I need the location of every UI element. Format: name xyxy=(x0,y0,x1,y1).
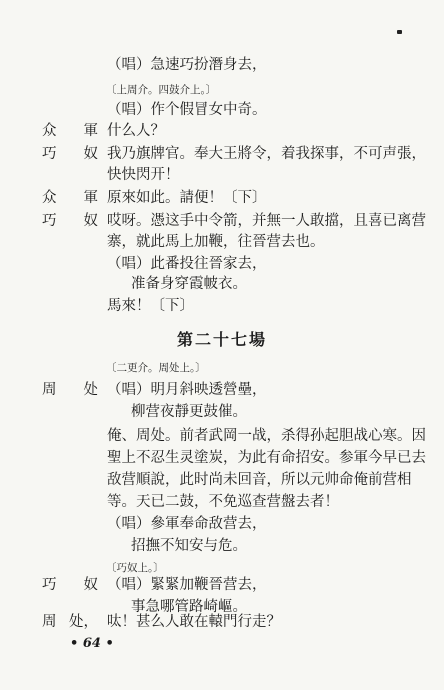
singing-line: （唱）參軍奉命敌营去， xyxy=(107,516,267,532)
singing-line: （唱）緊緊加鞭晉营去， xyxy=(107,577,267,593)
speaker-label: 周 处 xyxy=(42,382,98,398)
stage-direction: 〔巧奴上。〕 xyxy=(106,562,164,574)
dialogue-line: 快快閃开！ xyxy=(107,167,180,183)
dialogue-line: 等。天已二鼓，不免巡查营盤去者！ xyxy=(107,494,339,510)
stage-direction: 〔上周介。四鼓介上。〕 xyxy=(106,84,217,96)
dialogue-line: 敌营順說，此时尚未回音，所以元帅命俺前营相 xyxy=(107,472,412,488)
singing-line: 准备身穿霞帔衣。 xyxy=(131,276,247,292)
speaker-label: 周 处， xyxy=(42,614,98,630)
singing-line: （唱）明月斜映透營壘， xyxy=(107,382,267,398)
singing-line: 招撫不知安与危。 xyxy=(131,538,247,554)
ink-mark xyxy=(397,30,402,34)
dialogue-line: 聖上不忍生灵塗炭，为此有命招安。参軍今早已去 xyxy=(107,450,426,466)
dialogue-line: 哎呀。憑这手中令箭，并無一人敢擋，且喜已离营 xyxy=(107,213,426,229)
singing-line: （唱）作个假冒女中奇。 xyxy=(107,102,267,118)
dialogue-line: 俺、周处。前者武岡一战，杀得孙起胆战心寒。因 xyxy=(107,428,426,444)
speaker-label: 巧 奴 xyxy=(42,146,98,162)
dialogue-line: 原來如此。請便！〔下〕 xyxy=(107,190,267,206)
singing-line: （唱）此番投往晉家去， xyxy=(107,256,267,272)
dialogue-line: 馬來！〔下〕 xyxy=(107,298,194,314)
speaker-label: 巧 奴 xyxy=(42,213,98,229)
dialogue-line: 我乃旗牌官。奉大王將令，着我探事，不可声張， xyxy=(107,146,426,162)
dialogue-line: 呔！甚么人敢在轅門行走？ xyxy=(107,614,281,630)
singing-line: 柳营夜靜更鼓催。 xyxy=(131,404,247,420)
dialogue-line: 寨，就此馬上加鞭，往晉营去也。 xyxy=(107,234,325,250)
stage-direction: 〔二更介。周处上。〕 xyxy=(106,362,206,374)
speaker-label: 众 軍 xyxy=(42,123,98,139)
speaker-label: 众 軍 xyxy=(42,190,98,206)
dialogue-line: 什么人？ xyxy=(107,123,165,139)
scene-heading: 第二十七場 xyxy=(176,330,267,349)
speaker-label: 巧 奴 xyxy=(42,577,98,593)
singing-line: （唱）急速巧扮潛身去， xyxy=(107,57,267,73)
singing-line: 事急哪管路崎嶇。 xyxy=(131,599,247,615)
page-number: • 64 • xyxy=(70,636,114,651)
